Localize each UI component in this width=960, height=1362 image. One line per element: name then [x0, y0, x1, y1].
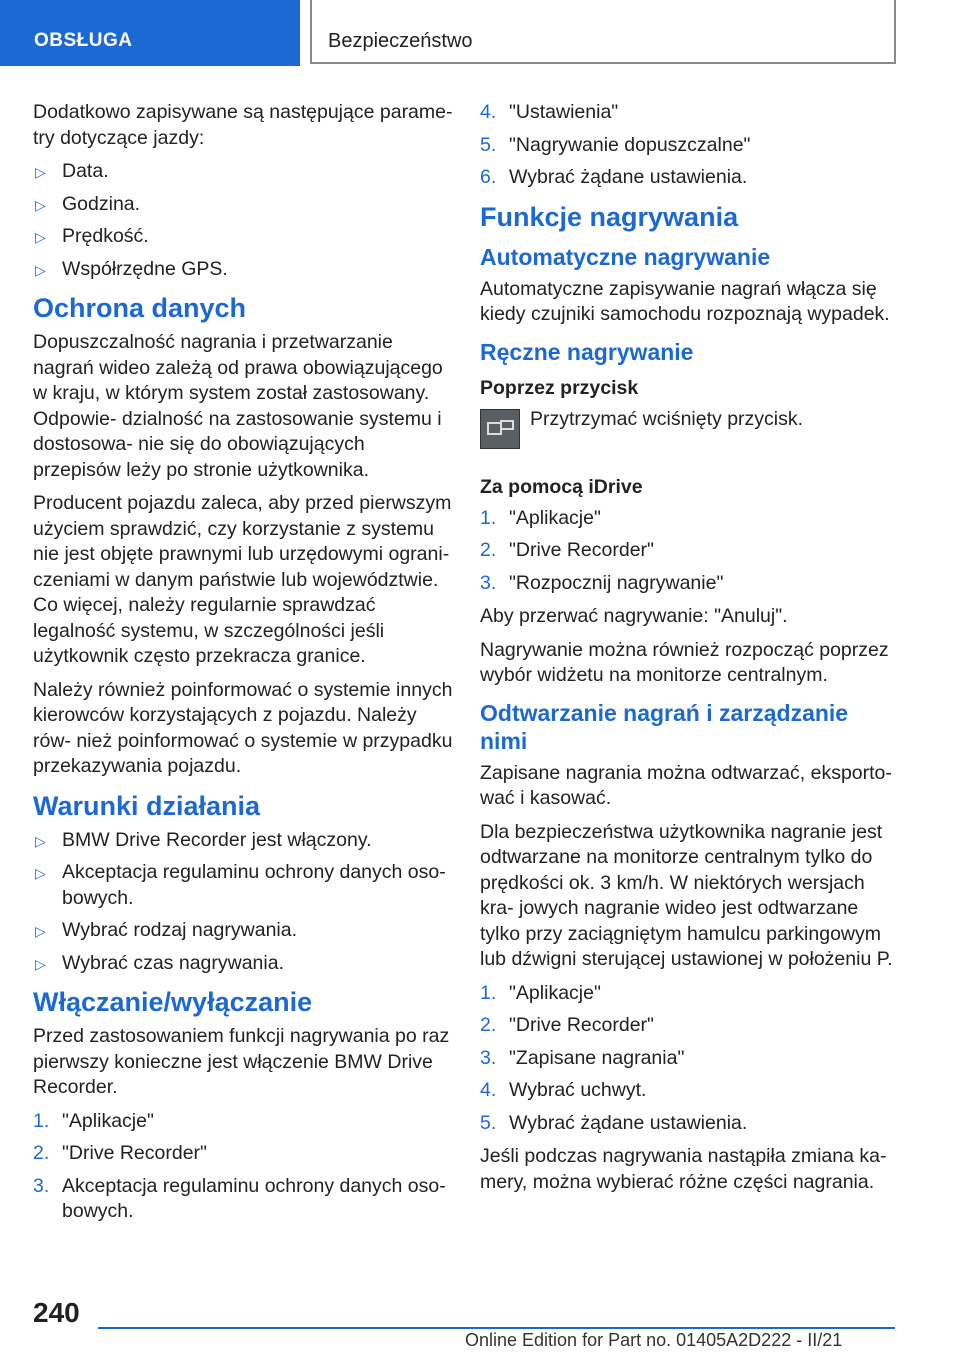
button-instruction	[480, 407, 900, 461]
list-item: ▷ Wybrać rodzaj nagrywania.	[33, 918, 453, 944]
list-item: 3. Akceptacja regulaminu ochrony danych oso- bowych.	[33, 1174, 446, 1222]
list-item: 3. "Rozpocznij nagrywanie"	[480, 571, 724, 594]
heading-functions: Funkcje nagrywania	[480, 201, 739, 232]
params-list	[33, 159, 453, 282]
list-item: ▷ BMW Drive Recorder jest włączony.	[33, 828, 453, 854]
list-item: ▷ Prędkość.	[33, 224, 453, 250]
settings-steps	[480, 100, 900, 191]
idrive-steps	[480, 506, 900, 597]
record-button-icon	[480, 409, 520, 449]
playback-steps	[480, 981, 900, 1137]
page-header	[0, 0, 960, 66]
triangle-bullet-icon: ▷	[35, 164, 46, 180]
button-instruction-text: Przytrzymać wciśnięty przycisk.	[530, 407, 804, 430]
list-item: ▷ Wybrać czas nagrywania.	[33, 951, 453, 977]
heading-onoff: Włączanie/wyłączanie	[33, 987, 313, 1017]
list-item: 2. "Drive Recorder"	[480, 1014, 654, 1036]
list-item: 6. Wybrać żądane ustawienia.	[480, 166, 748, 188]
list-item: ▷ Akceptacja regulaminu ochrony danych oso- bowych.	[35, 861, 446, 909]
playback-paragraph-2: Dla bezpieczeństwa użytkownika nagranie jest odtwarzane na monitorze centralnym tylko do prędkości ok. 3 km/h. W niektórych wersjach kra- jowych nagranie wideo jest odtwarzane tylko przy zaciągniętym hamulcu parkingowym lub dźwigni sterującej ustawionej w położeniu P.	[480, 820, 893, 970]
heading-auto: Automatyczne nagrywanie	[480, 243, 771, 270]
footer-divider	[98, 1327, 895, 1329]
onoff-paragraph: Przed zastosowaniem funkcji nagrywania po raz pierwszy konieczne jest włączenie BMW Drive Recorder.	[33, 1025, 450, 1098]
heading-manual: Ręczne nagrywanie	[480, 338, 694, 365]
list-item: 2. "Drive Recorder"	[33, 1142, 207, 1164]
list-item: ▷ Współrzędne GPS.	[33, 257, 453, 283]
triangle-bullet-icon: ▷	[35, 261, 46, 278]
list-item: 4. Wybrać uchwyt.	[480, 1079, 647, 1101]
triangle-bullet-icon: ▷	[35, 865, 46, 881]
playback-paragraph-1: Zapisane nagrania można odtwarzać, eksporto- wać i kasować.	[480, 761, 892, 809]
intro-paragraph: Dodatkowo zapisywane są następujące parame- try dotyczące jazdy:	[33, 101, 453, 149]
edition-text: Online Edition for Part no. 01405A2D222 - II/21	[465, 1330, 843, 1350]
playback-paragraph-3: Jeśli podczas nagrywania nastąpiła zmiana ka- mery, można wybierać różne części nagrania.	[480, 1145, 887, 1193]
list-item: 1. "Aplikacje"	[33, 1109, 154, 1132]
triangle-bullet-icon: ▷	[35, 923, 46, 939]
list-item: 5. Wybrać żądane ustawienia.	[480, 1111, 748, 1134]
heading-button: Poprzez przycisk	[480, 376, 639, 399]
triangle-bullet-icon: ▷	[35, 955, 46, 972]
heading-playback: Odtwarzanie nagrań i zarządzanie nimi	[480, 699, 849, 754]
list-item: 1. "Aplikacje"	[480, 981, 601, 1004]
list-item: ▷ Godzina.	[33, 192, 453, 218]
heading-conditions: Warunki działania	[33, 790, 261, 821]
page-number: 240	[33, 1297, 80, 1328]
list-item: 2. "Drive Recorder"	[480, 539, 654, 561]
list-item: 5. "Nagrywanie dopuszczalne"	[480, 133, 751, 156]
privacy-paragraph-3: Należy również poinformować o systemie innych kierowców korzystających z pojazdu. Należy rów- nież poinformować o systemie w przypadku przekazywania pojazdu.	[33, 678, 453, 777]
privacy-paragraph-1: Dopuszczalność nagrania i przetwarzanie nagrań wideo zależą od prawa obowiązującego w kraju, w którym system został zastosowany. Odpowie- dzialność na zastosowanie systemu i dostosowa- nie się do obowiązujących przepisów leży po stronie użytkownika.	[33, 331, 443, 481]
idrive-paragraph-2: Nagrywanie można również rozpocząć poprzez wybór widżetu na monitorze centralnym.	[480, 638, 889, 686]
conditions-list	[33, 828, 453, 977]
privacy-paragraph-2: Producent pojazdu zaleca, aby przed pierwszym użyciem sprawdzić, czy korzystanie z systemu nie jest objęte prawnymi lub urzędowymi ograni- czeniami w danym państwie lub województwie. Co więcej, należy regularnie sprawdzać legalność systemu, w szczególności jeśli użytkownik często przekracza granice.	[33, 492, 452, 667]
list-item: 3. "Zapisane nagrania"	[480, 1046, 685, 1069]
left-column	[33, 100, 453, 1233]
list-item: 4. "Ustawienia"	[480, 101, 619, 123]
list-item: 1. "Aplikacje"	[480, 506, 601, 529]
chapter-tab: OBSŁUGA	[0, 0, 300, 66]
list-item: ▷ Data.	[33, 159, 453, 185]
auto-paragraph: Automatyczne zapisywanie nagrań włącza się kiedy czujniki samochodu rozpoznają wypadek.	[480, 277, 890, 325]
heading-privacy: Ochrona danych	[33, 293, 247, 323]
triangle-bullet-icon: ▷	[35, 229, 46, 245]
idrive-paragraph-1: Aby przerwać nagrywanie: "Anuluj".	[480, 605, 788, 627]
triangle-bullet-icon: ▷	[35, 832, 46, 849]
right-column	[480, 100, 900, 1203]
heading-idrive: Za pomocą iDrive	[480, 475, 643, 498]
triangle-bullet-icon: ▷	[35, 196, 46, 213]
section-title: Bezpieczeństwo	[310, 0, 896, 64]
onoff-steps	[33, 1109, 453, 1225]
